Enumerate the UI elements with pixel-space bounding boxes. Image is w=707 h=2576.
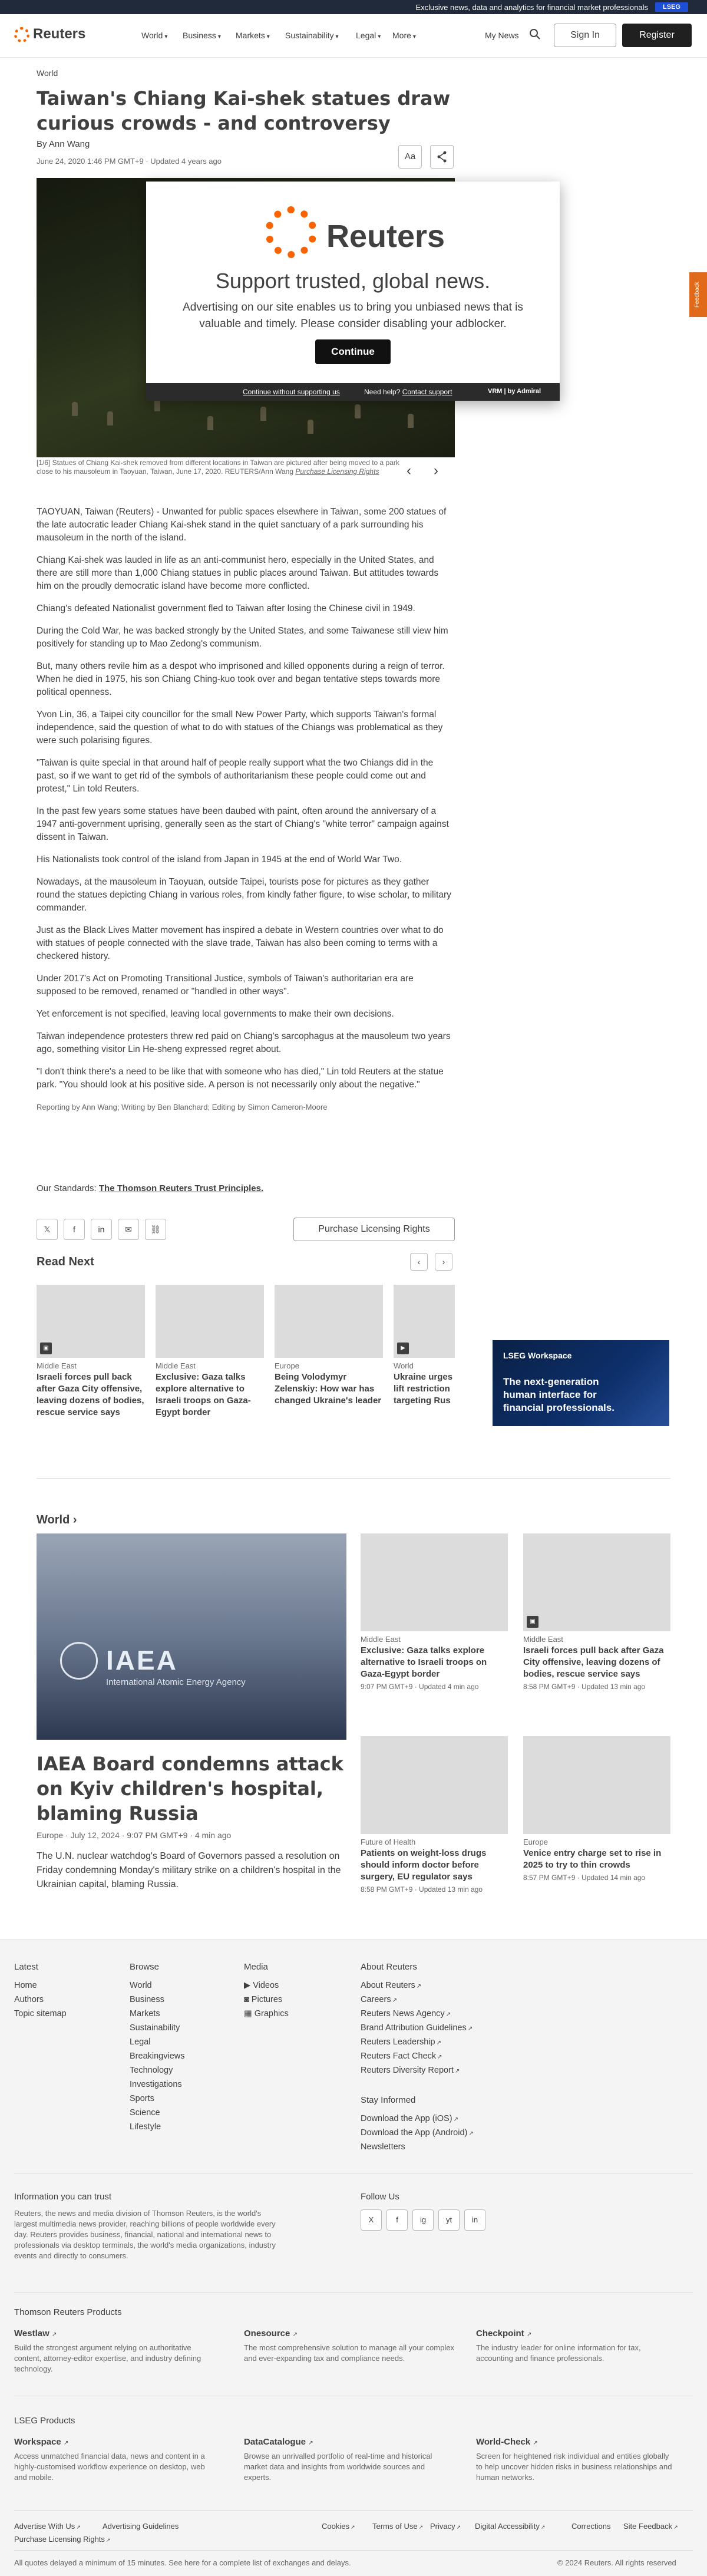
footer-link-breakingviews[interactable]: Breakingviews <box>130 2051 185 2061</box>
lseg-badge[interactable]: LSEG <box>655 2 688 12</box>
article-paragraph: Chiang's defeated Nationalist government fled to Taiwan after losing the Chinese civil in 1949. <box>37 603 415 614</box>
card-title[interactable]: Patients on weight-loss drugs should inform doctor before surgery, EU regulator says <box>361 1848 487 1882</box>
external-link-icon: ↗ <box>51 2331 57 2338</box>
footer-divider <box>14 2510 693 2511</box>
iaea-logo-subtitle: International Atomic Energy Agency <box>106 1677 246 1687</box>
card-image <box>156 1285 264 1358</box>
card-kicker[interactable]: Middle East <box>523 1635 563 1644</box>
footer-link-brand-guidelines[interactable]: Brand Attribution Guidelines ↗ <box>361 2023 473 2033</box>
chevron-down-icon: ▾ <box>266 34 270 40</box>
footer-link-pictures[interactable]: ◙ Pictures <box>244 1995 283 2004</box>
footer-link-about-reuters[interactable]: About Reuters ↗ <box>361 1981 422 1990</box>
video-icon: ▶ <box>244 1981 253 1990</box>
footer-link-home[interactable]: Home <box>14 1981 37 1990</box>
card-image <box>523 1736 670 1834</box>
footer-divider <box>14 2292 693 2293</box>
reuters-logo-icon[interactable] <box>14 27 29 42</box>
vendor-label: VRM | by Admiral <box>488 388 541 395</box>
standards-line: Our Standards: The Thomson Reuters Trust Principles. <box>37 1183 264 1193</box>
site-footer <box>0 1939 707 2576</box>
promo-text[interactable]: Exclusive news, data and analytics for financial market professionals <box>415 3 648 12</box>
card-title[interactable]: Exclusive: Gaza talks explore alternative to Israeli troops on Gaza-Egypt border <box>156 1372 251 1417</box>
article-paragraph: Taiwan independence protesters threw red paid on Chiang's sarcophagus at the mausoleum two years ago, something visitor Lin He-sheng expressed regret about. <box>37 1031 451 1054</box>
video-icon: ▶ <box>397 1343 409 1354</box>
article-paragraph: Under 2017's Act on Promoting Transitional Justice, symbols of Taiwan's authoritarian era are supposed to be removed, renamed or "handled in other ways". <box>37 974 414 997</box>
external-link-icon: ↗ <box>467 2026 473 2032</box>
external-link-icon: ↗ <box>673 2524 678 2530</box>
world-hero-image[interactable] <box>37 1533 346 1740</box>
article-paragraph: Just as the Black Lives Matter movement has inspired a debate in Western countries over what to do with statues of people connected with the slave trade, Taiwan has also been coming to terms with a checkered history. <box>37 925 444 961</box>
footer-link-authors[interactable]: Authors <box>14 1995 44 2004</box>
world-hero-description: The U.N. nuclear watchdog's Board of Governors passed a resolution on Friday condemning Monday's military strike on a children's hospital in the Ukrainian capital, blaming Russia. <box>37 1851 341 1889</box>
world-hero-title[interactable]: IAEA Board condemns attack on Kyiv children's hospital, blaming Russia <box>37 1753 343 1825</box>
chevron-down-icon: ▾ <box>412 34 416 40</box>
card-image <box>361 1533 508 1631</box>
modal-continue-button[interactable]: Continue <box>315 339 391 364</box>
read-next-card[interactable] <box>37 1285 145 1419</box>
external-link-icon: ↗ <box>63 2440 69 2446</box>
external-link-icon: ↗ <box>292 2331 298 2338</box>
card-image <box>361 1736 508 1834</box>
footer-link-sustainability[interactable]: Sustainability <box>130 2023 180 2033</box>
card-kicker[interactable]: Middle East <box>361 1635 401 1644</box>
footer-link-technology[interactable]: Technology <box>130 2066 173 2075</box>
read-next-next-icon[interactable]: › <box>435 1253 452 1271</box>
card-meta: 8:58 PM GMT+9 · Updated 13 min ago <box>361 1885 483 1894</box>
footer-browse-heading: Browse <box>130 1962 160 1972</box>
footer-link-site-feedback[interactable]: Site Feedback ↗ <box>623 2522 678 2531</box>
footer-divider <box>14 2550 693 2551</box>
footer-link-world[interactable]: World <box>130 1981 152 1990</box>
world-section-heading[interactable]: World › <box>37 1513 77 1526</box>
footer-link-app-ios[interactable]: Download the App (iOS) ↗ <box>361 2114 458 2123</box>
reuters-logo-icon <box>265 206 317 258</box>
footer-link-lifestyle[interactable]: Lifestyle <box>130 2122 161 2132</box>
nav-markets[interactable]: Markets ▾ <box>236 31 270 40</box>
gallery-icon: ▣ <box>40 1343 52 1354</box>
external-link-icon: ↗ <box>468 2130 474 2137</box>
external-link-icon: ↗ <box>453 2116 458 2123</box>
card-title[interactable]: Being Volodymyr Zelenskiy: How war has changed Ukraine's leader <box>275 1372 382 1406</box>
footer-info-heading: Information you can trust <box>14 2192 112 2202</box>
card-kicker[interactable]: Europe <box>275 1361 299 1370</box>
copy-link-icon[interactable]: ⛓ <box>145 1219 166 1240</box>
card-title[interactable]: Exclusive: Gaza talks explore alternative to Israeli troops on Gaza-Egypt border <box>361 1645 487 1679</box>
article-section[interactable]: World <box>37 68 58 78</box>
product-onesource[interactable]: Onesource ↗ <box>244 2328 298 2338</box>
external-link-icon: ↗ <box>76 2524 81 2530</box>
chevron-right-icon: › <box>72 1513 77 1526</box>
card-image <box>523 1533 670 1631</box>
footer-link-graphics[interactable]: ▦ Graphics <box>244 2009 289 2018</box>
footer-link-investigations[interactable]: Investigations <box>130 2080 182 2089</box>
nav-sustainability[interactable]: Sustainability ▾ <box>285 31 339 40</box>
sign-in-button[interactable]: Sign In <box>554 24 616 47</box>
card-image <box>275 1285 383 1358</box>
share-icon <box>431 146 453 168</box>
card-title[interactable]: Ukraine urges lift restriction targeting Rus <box>394 1372 453 1406</box>
iaea-logo-text: IAEA <box>106 1645 178 1675</box>
external-link-icon: ↗ <box>308 2440 313 2446</box>
modal-logo-text: Reuters <box>326 219 445 254</box>
share-facebook-icon[interactable]: f <box>64 1219 85 1240</box>
card-title[interactable]: Venice entry charge set to rise in 2025 to try to thin crowds <box>523 1848 662 1870</box>
read-next-heading: Read Next <box>37 1255 94 1268</box>
article-paragraph: TAOYUAN, Taiwan (Reuters) - Unwanted for public spaces elsewhere in Taiwan, some 200 statues of the late autocratic leader Chiang Kai-shek stand in the quiet sanctuary of a park surrounding his mausoleum in the north of the island. <box>37 507 447 543</box>
nav-legal[interactable]: Legal ▾ <box>356 31 381 40</box>
article-paragraph: Yet enforcement is not specified, leaving local governments to make their own decisions. <box>37 1009 394 1019</box>
footer-link-markets[interactable]: Markets <box>130 2009 160 2018</box>
share-button[interactable] <box>430 145 454 169</box>
card-image <box>37 1285 145 1358</box>
external-link-icon: ↗ <box>445 2011 451 2018</box>
footer-link-advertise[interactable]: Advertise With Us ↗ <box>14 2522 81 2531</box>
card-title[interactable]: Israeli forces pull back after Gaza City offensive, leaving dozens of bodies, rescue service says <box>37 1372 144 1417</box>
footer-about-heading: About Reuters <box>361 1962 417 1972</box>
footer-follow-heading: Follow Us <box>361 2192 399 2202</box>
product-onesource-desc: The most comprehensive solution to manage all your complex and ever-expanding tax and compliance needs. <box>244 2343 454 2363</box>
reuters-logo-text[interactable]: Reuters <box>33 26 86 42</box>
adblock-modal <box>146 182 560 401</box>
card-meta: 9:07 PM GMT+9 · Updated 4 min ago <box>361 1683 479 1691</box>
footer-link-corrections[interactable]: Corrections <box>571 2522 611 2531</box>
footer-link-sports[interactable]: Sports <box>130 2094 154 2103</box>
nav-more[interactable]: More ▾ <box>392 31 416 40</box>
external-link-icon: ↗ <box>437 2054 442 2060</box>
footer-link-leadership[interactable]: Reuters Leadership ↗ <box>361 2037 441 2047</box>
register-button[interactable]: Register <box>622 24 692 47</box>
product-datacatalogue[interactable]: DataCatalogue ↗ <box>244 2437 313 2447</box>
footer-link-terms[interactable]: Terms of Use ↗ <box>372 2522 424 2531</box>
card-title[interactable]: Israeli forces pull back after Gaza City offensive, leaving dozens of bodies, rescue service says <box>523 1645 664 1679</box>
footer-link-purchase-licensing[interactable]: Purchase Licensing Rights ↗ <box>14 2535 111 2544</box>
footer-lseg-products-heading: LSEG Products <box>14 2416 75 2426</box>
footer-link-topic-sitemap[interactable]: Topic sitemap <box>14 2009 67 2018</box>
external-link-icon: ↗ <box>418 2524 424 2530</box>
camera-icon: ◙ <box>244 1995 252 2004</box>
product-checkpoint-desc: The industry leader for online information for tax, accounting and finance professionals. <box>476 2343 641 2363</box>
external-link-icon: ↗ <box>392 1997 397 2004</box>
article-headline: Taiwan's Chiang Kai-shek statues draw curious crowds - and controversy <box>37 87 451 134</box>
world-card[interactable] <box>361 1533 508 1691</box>
footer-link-science[interactable]: Science <box>130 2108 160 2117</box>
social-youtube-icon[interactable]: yt <box>438 2209 460 2231</box>
footer-stay-informed-heading: Stay Informed <box>361 2095 416 2105</box>
share-email-icon[interactable]: ✉ <box>118 1219 139 1240</box>
footer-link-legal[interactable]: Legal <box>130 2037 151 2047</box>
article-paragraph: His Nationalists took control of the island from Japan in 1945 at the end of World War Two. <box>37 855 402 865</box>
top-promo-bar <box>0 0 707 14</box>
gallery-icon: ▣ <box>527 1616 538 1628</box>
trust-principles-link[interactable]: The Thomson Reuters Trust Principles. <box>98 1183 264 1193</box>
card-kicker[interactable]: Europe <box>523 1838 548 1846</box>
purchase-licensing-button[interactable]: Purchase Licensing Rights <box>293 1218 455 1241</box>
my-news-link[interactable]: My News <box>485 31 519 40</box>
footer-link-news-agency[interactable]: Reuters News Agency ↗ <box>361 2009 451 2018</box>
card-meta: 8:58 PM GMT+9 · Updated 13 min ago <box>523 1683 646 1691</box>
external-link-icon: ↗ <box>416 1983 422 1990</box>
footer-info-text: Reuters, the news and media division of Thomson Reuters, is the world's largest multimedia news provider, reaching billions of people worldwide every day. Reuters provides business, financial, national and international news to professionals via desktop terminals, the world's media organizations, industry events and directly to consumers. <box>14 2209 276 2260</box>
footer-link-diversity-report[interactable]: Reuters Diversity Report ↗ <box>361 2066 460 2075</box>
social-x-icon[interactable]: X <box>361 2209 382 2231</box>
external-link-icon: ↗ <box>436 2040 441 2046</box>
social-linkedin-icon[interactable]: in <box>464 2209 485 2231</box>
article-paragraph: "Taiwan is quite special in that around half of people really support what the two Chiangs did in the past, so if we want to get rid of the symbols of authoritarianism these people could come out and protest," Lin told Reuters. <box>37 758 434 794</box>
read-next-card[interactable] <box>156 1285 264 1419</box>
footer-link-fact-check[interactable]: Reuters Fact Check ↗ <box>361 2051 442 2061</box>
article-paragraph: Yvon Lin, 36, a Taipei city councillor for the small New Power Party, which supports Taiwan's formal independence, said the question of what to do with statues of the Chiangs was problematical as they were such polarising figures. <box>37 710 443 746</box>
product-checkpoint[interactable]: Checkpoint ↗ <box>476 2328 532 2338</box>
graphics-icon: ▦ <box>244 2009 255 2018</box>
article-paragraph: Chiang Kai-shek was lauded in life as an anti-communist hero, especially in the United States, and there are still more than 1,000 Chiang statues in public places around Taiwan. But attitudes towards him on the proudly democratic island have become more conflicted. <box>37 555 439 591</box>
contact-support-link[interactable]: Contact support <box>402 388 452 396</box>
external-link-icon: ↗ <box>350 2524 355 2530</box>
article-paragraph: Nowadays, at the mausoleum in Taoyuan, outside Taipei, tourists pose for pictures as they gather round the statues depicting Chiang in various roles, from kindly father figure, to wise scholar, to military commander. <box>37 877 451 913</box>
card-kicker[interactable]: Middle East <box>156 1361 196 1370</box>
footer-link-newsletters[interactable]: Newsletters <box>361 2142 405 2152</box>
modal-title: Support trusted, global news. <box>215 269 491 293</box>
article-byline[interactable]: By Ann Wang <box>37 139 90 149</box>
lseg-ad[interactable] <box>493 1340 669 1426</box>
world-card[interactable] <box>523 1533 670 1691</box>
nav-business[interactable]: Business ▾ <box>183 31 221 40</box>
product-world-check-desc: Screen for heightened risk individual and entities globally to help uncover hidden risks in business relationships and human networks. <box>476 2452 672 2482</box>
footer-tr-products-heading: Thomson Reuters Products <box>14 2307 122 2317</box>
chevron-down-icon: ▾ <box>217 34 221 40</box>
text-size-button[interactable]: Aa <box>398 145 422 169</box>
external-link-icon: ↗ <box>540 2524 546 2530</box>
nav-world[interactable]: World ▾ <box>141 31 168 40</box>
external-link-icon: ↗ <box>533 2440 538 2446</box>
footer-link-ad-guidelines[interactable]: Advertising Guidelines <box>103 2522 179 2531</box>
caption-licensing-link[interactable]: Purchase Licensing Rights <box>295 467 379 476</box>
article-date: June 24, 2020 1:46 PM GMT+9 · Updated 4 years ago <box>37 157 222 166</box>
photo-caption: [1/6] Statues of Chiang Kai-shek removed from different locations in Taiwan are pictured after being moved to a park close to his mausoleum in Taoyuan, Taiwan, June 17, 2020. REUTERS/Ann Wang Purchase Licensing Rights <box>37 459 399 476</box>
product-westlaw[interactable]: Westlaw ↗ <box>14 2328 57 2338</box>
world-card[interactable] <box>361 1736 508 1894</box>
search-icon[interactable] <box>529 28 541 40</box>
chevron-down-icon: ▾ <box>378 34 381 40</box>
footer-link-business[interactable]: Business <box>130 1995 164 2004</box>
footer-latest-heading: Latest <box>14 1962 38 1972</box>
modal-footer <box>146 383 560 401</box>
world-card[interactable] <box>523 1736 670 1882</box>
iaea-logo-icon <box>60 1642 98 1680</box>
chevron-down-icon: ▾ <box>164 34 168 40</box>
social-facebook-icon[interactable]: f <box>386 2209 408 2231</box>
continue-without-supporting-link[interactable]: Continue without supporting us <box>243 388 340 396</box>
footer-disclaimer[interactable]: All quotes delayed a minimum of 15 minutes. See here for a complete list of exchanges and delays. <box>14 2558 351 2567</box>
card-kicker[interactable]: World <box>394 1361 414 1370</box>
article-paragraph: "I don't think there's a need to be like that with someone who has died," Lin told Reuters at the statue park. "You should look at his positive side. A person is not necessarily only about the negative." <box>37 1067 444 1090</box>
external-link-icon: ↗ <box>105 2537 111 2543</box>
card-image <box>394 1285 455 1358</box>
read-next-prev-icon[interactable]: ‹ <box>410 1253 428 1271</box>
external-link-icon: ↗ <box>526 2331 532 2338</box>
gallery-next-icon[interactable]: › <box>434 463 438 479</box>
ad-brand: LSEG Workspace <box>503 1351 572 1360</box>
footer-copyright: © 2024 Reuters. All rights reserved <box>557 2558 676 2567</box>
article-credits: Reporting by Ann Wang; Writing by Ben Blanchard; Editing by Simon Cameron-Moore <box>37 1103 328 1111</box>
world-hero-meta: Europe · July 12, 2024 · 9:07 PM GMT+9 · 4 min ago <box>37 1830 232 1840</box>
card-kicker[interactable]: Middle East <box>37 1361 77 1370</box>
read-next-card[interactable] <box>394 1285 455 1407</box>
product-datacatalogue-desc: Browse an unrivalled portfolio of real-time and historical market data and insights from worldwide sources and experts. <box>244 2452 432 2482</box>
external-link-icon: ↗ <box>456 2524 461 2530</box>
article-paragraph: But, many others revile him as a despot who imprisoned and killed opponents during a reign of terror. When he died in 1975, his son Chiang Ching-kuo took over and began tentative steps towards more political openness. <box>37 661 445 697</box>
read-next-card[interactable] <box>275 1285 383 1407</box>
article-paragraph: During the Cold War, he was backed strongly by the United States, and some Taiwanese still view him positively for standing up to Mao Zedong's communism. <box>37 626 448 649</box>
footer-link-app-android[interactable]: Download the App (Android) ↗ <box>361 2128 474 2138</box>
share-linkedin-icon[interactable]: in <box>91 1219 112 1240</box>
gallery-prev-icon[interactable]: ‹ <box>407 463 411 479</box>
modal-text: Advertising on our site enables us to bring you unbiased news that is valuable and timely. Please consider disabling your adblocker. <box>183 301 523 330</box>
card-meta: 8:57 PM GMT+9 · Updated 14 min ago <box>523 1874 646 1882</box>
footer-link-privacy[interactable]: Privacy ↗ <box>430 2522 461 2531</box>
product-workspace[interactable]: Workspace ↗ <box>14 2437 69 2447</box>
product-westlaw-desc: Build the strongest argument relying on authoritative content, attorney-editor expertise, and industry defining technology. <box>14 2343 201 2373</box>
article-paragraph: In the past few years some statues have been daubed with paint, often around the anniversary of a 1947 anti-government uprising, generally seen as the start of Chiang's "white terror" campaign against dissent in Taiwan. <box>37 806 449 842</box>
footer-link-accessibility[interactable]: Digital Accessibility ↗ <box>475 2522 546 2531</box>
external-link-icon: ↗ <box>454 2068 460 2074</box>
help-text: Need help? Contact support <box>364 388 452 396</box>
social-instagram-icon[interactable]: ig <box>412 2209 434 2231</box>
footer-link-cookies[interactable]: Cookies ↗ <box>322 2522 355 2531</box>
card-kicker[interactable]: Future of Health <box>361 1838 416 1846</box>
footer-media-heading: Media <box>244 1962 268 1972</box>
product-workspace-desc: Access unmatched financial data, news and content in a highly-customised workflow experience on desktop, web and mobile. <box>14 2452 205 2482</box>
feedback-tab[interactable]: Feedback <box>689 272 707 317</box>
article-body <box>37 506 455 1123</box>
share-x-icon[interactable]: 𝕏 <box>37 1219 58 1240</box>
footer-link-careers[interactable]: Careers ↗ <box>361 1995 397 2004</box>
ad-message: The next-generation human interface for financial professionals. <box>503 1376 615 1413</box>
section-divider <box>37 1478 670 1479</box>
product-world-check[interactable]: World-Check ↗ <box>476 2437 538 2447</box>
chevron-down-icon: ▾ <box>335 34 339 40</box>
footer-link-videos[interactable]: ▶ Videos <box>244 1981 279 1990</box>
